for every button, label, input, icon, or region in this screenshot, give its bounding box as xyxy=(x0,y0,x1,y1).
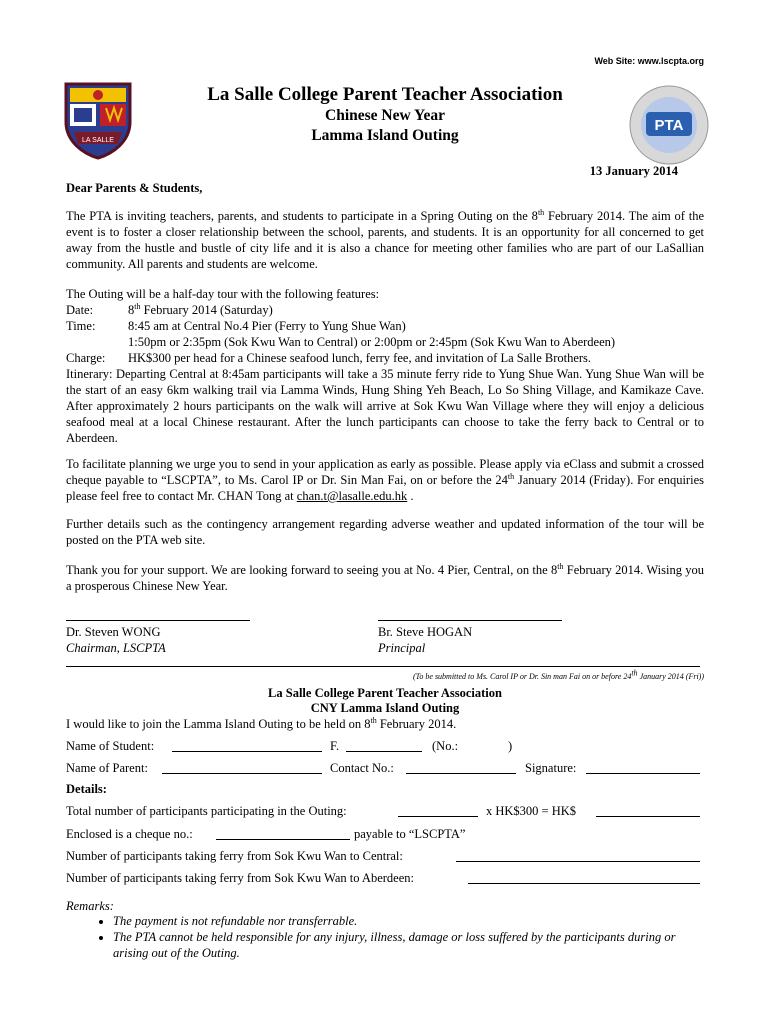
org-title: La Salle College Parent Teacher Association xyxy=(207,84,563,105)
thanks-paragraph: Thank you for your support. We are looking forward to seeing you at No. 4 Pier, Central, on the 8th February 2014. Wising you a prosperous Chinese New Year. xyxy=(66,561,704,593)
letter-date: 13 January 2014 xyxy=(589,164,678,178)
pta-logo-text: PTA xyxy=(654,117,684,134)
student-row: Name of Student: F. (No.: ) xyxy=(66,739,513,753)
signature-field[interactable] xyxy=(586,773,700,774)
remark-item: • The PTA cannot be held responsible for any injury, illness, damage or loss suffered by the participants during or arising out of the Outing. xyxy=(113,929,704,961)
total-amount-field[interactable] xyxy=(596,816,700,817)
remark-item: • The payment is not refundable nor transferrable. xyxy=(113,913,704,929)
submission-note: (To be submitted to Ms. Carol IP or Dr. Sin man Fai on or before 24th January 2014 (Fri)) xyxy=(413,668,704,681)
date-row: Date: 8th February 2014 (Saturday) xyxy=(66,301,273,317)
crest-motto: LA SALLE xyxy=(82,137,114,144)
website-url: Web Site: www.lscpta.org xyxy=(594,56,704,66)
remarks-label: Remarks: xyxy=(66,899,114,913)
student-name-field[interactable] xyxy=(172,751,322,752)
principal-name: Br. Steve HOGAN xyxy=(378,625,473,639)
cheque-no-field[interactable] xyxy=(216,839,350,840)
charge-row: Charge: HK$300 per head for a Chinese seafood lunch, ferry fee, and invitation of La Salle Brothers. xyxy=(66,351,592,365)
principal-title: Principal xyxy=(378,641,426,655)
itinerary-paragraph: Itinerary: Departing Central at 8:45am participants will take a 35 minute ferry ride to Yung Shue Wan. Yung Shue Wan will be the start of an easy 6km walking trail via Lamma Winds, Hung Shing Yeh Beach, Lo So Shing Village, and Kamikaze Cave. After approximately 2 hours participants on the walk will arrive at Sok Kwu Wan Village where they will enjoy a delicious seafood meal at a local Chinese restaurant. After the lunch participants can choose to take the ferry back to Central or to Aberdeen. xyxy=(66,367,704,445)
time-row: Time: 8:45 am at Central No.4 Pier (Ferry to Yung Shue Wan) xyxy=(66,319,406,333)
cut-line xyxy=(66,666,700,667)
features-intro: The Outing will be a half-day tour with the following features: xyxy=(66,287,380,301)
total-participants-row: Total number of participants participating in the Outing: x HK$300 = HK$ xyxy=(66,803,706,821)
form-class-field[interactable] xyxy=(346,751,422,752)
total-participants-field[interactable] xyxy=(398,816,478,817)
chairman-name: Dr. Steven WONG xyxy=(66,625,161,639)
central-ferry-field[interactable] xyxy=(456,861,700,862)
parent-row: Name of Parent: Contact No.: Signature: xyxy=(66,760,706,778)
contact-email-link[interactable]: chan.t@lasalle.edu.hk xyxy=(296,489,408,503)
chairman-title: Chairman, LSCPTA xyxy=(66,641,166,655)
details-label: Details: xyxy=(66,782,107,796)
application-paragraph: To facilitate planning we urge you to send in your application as early as possible. Please apply via eClass and submit a crossed cheque payable to “LSCPTA”, to Ms. Carol IP or Dr. Sin Man Fai, on or before the 24th January 2014 (Friday). For enquiries please feel free to contact Mr. CHAN Tong at chan.t@lasalle.edu.hk . xyxy=(66,457,704,503)
details-paragraph: Further details such as the contingency arrangement regarding adverse weather and updated information of the tour will be posted on the PTA web site. xyxy=(66,517,704,547)
intro-paragraph: The PTA is inviting teachers, parents, and students to participate in a Spring Outing on the 8th February 2014. The aim of the event is to foster a closer relationship between the school, parents, and students. It is an opportunity for all concerned to get away from the hustle and bustle of city life and it is also a chance for meeting other families who are part of our LaSallian community. All parents and students are welcome. xyxy=(66,207,705,271)
join-statement: I would like to join the Lamma Island Outing to be held on 8th February 2014. xyxy=(66,715,457,731)
form-title-2: CNY Lamma Island Outing xyxy=(310,701,460,715)
aberdeen-ferry-row: Number of participants taking ferry from Sok Kwu Wan to Aberdeen: xyxy=(66,870,706,888)
remarks-list xyxy=(66,913,704,961)
parent-name-field[interactable] xyxy=(162,773,322,774)
salutation: Dear Parents & Students, xyxy=(66,181,203,195)
aberdeen-ferry-field[interactable] xyxy=(468,883,700,884)
central-ferry-row: Number of participants taking ferry from Sok Kwu Wan to Central: xyxy=(66,848,706,866)
contact-no-field[interactable] xyxy=(406,773,516,774)
cheque-row: Enclosed is a cheque no.: payable to “LSCPTA” xyxy=(66,827,466,841)
signature-line-chairman xyxy=(66,620,250,621)
form-title-1: La Salle College Parent Teacher Association xyxy=(268,686,502,700)
time-return-row: 1:50pm or 2:35pm (Sok Kwu Wan to Central) or 2:00pm or 2:45pm (Sok Kwu Wan to Aberdeen) xyxy=(128,335,616,349)
pta-logo xyxy=(628,84,710,166)
event-title-line2: Lamma Island Outing xyxy=(311,127,459,144)
event-title-line1: Chinese New Year xyxy=(325,107,445,124)
signature-line-principal xyxy=(378,620,562,621)
